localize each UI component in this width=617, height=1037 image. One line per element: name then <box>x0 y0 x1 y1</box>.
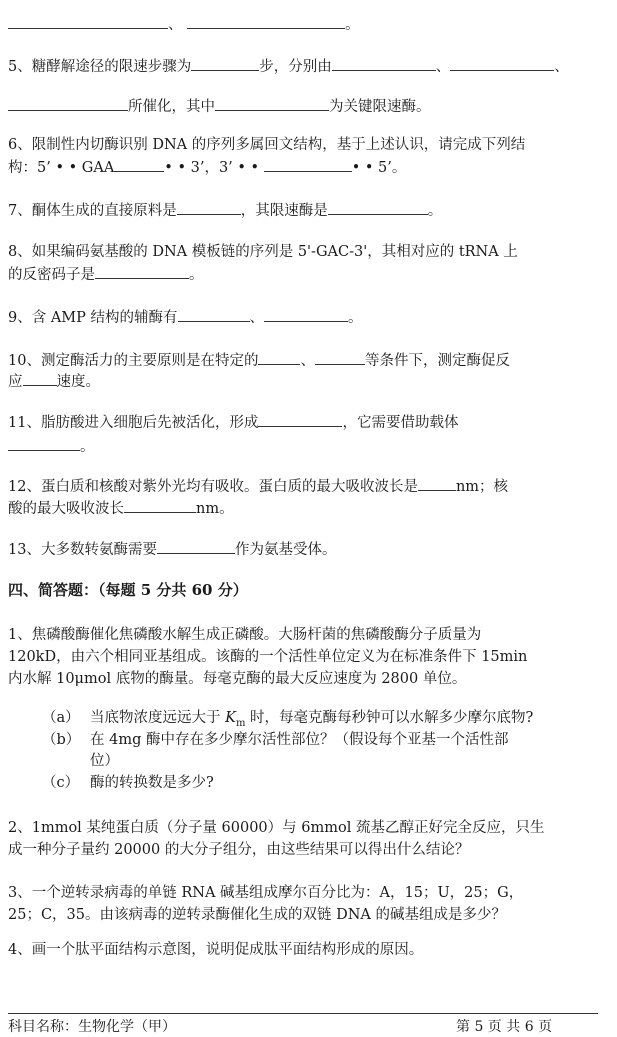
question-6-line2: 构：5’ • • GAA • • 3’，3’ • • • • 5’。 <box>8 157 406 178</box>
footer-divider <box>8 1013 598 1014</box>
question-12-line1: 12、蛋白质和核酸对紫外光均有吸收。蛋白质的最大吸收波长是 nm；核 <box>8 476 508 497</box>
answer-blank[interactable] <box>178 307 250 322</box>
answer-blank[interactable] <box>258 412 342 427</box>
answer-blank[interactable] <box>23 371 57 386</box>
answer-blank[interactable] <box>114 157 164 172</box>
question-11-line2: 。 <box>8 436 95 457</box>
short-answer-3-line2: 25；C，35。由该病毒的逆转录酶催化生成的双链 DNA 的碱基组成是多少？ <box>8 907 506 923</box>
answer-blank[interactable] <box>258 350 300 365</box>
answer-blank[interactable] <box>264 307 348 322</box>
short-answer-2-line2: 成一种分子量约 20000 的大分子组分，由这些结果可以得出什么结论？ <box>8 842 470 858</box>
sub-question-c: （c） 酶的转换数是多少? <box>42 775 214 791</box>
answer-blank[interactable] <box>124 498 196 513</box>
answer-blank[interactable] <box>177 200 241 215</box>
short-answer-1-line2: 120kD，由六个相同亚基组成。该酶的一个活性单位定义为在标准条件下 15min <box>8 649 528 665</box>
short-answer-1-line3: 内水解 10μmol 底物的酶量。每毫克酶的最大反应速度为 2800 单位。 <box>8 671 467 687</box>
question-6-line1: 6、限制性内切酶识别 DNA 的序列多属回文结构，基于上述认识，请完成下列结 <box>8 137 526 153</box>
short-answer-4: 4、画一个肽平面结构示意图，说明促成肽平面结构形成的原因。 <box>8 942 424 958</box>
answer-blank[interactable] <box>187 14 345 29</box>
answer-blank[interactable] <box>418 476 456 491</box>
question-9: 9、含 AMP 结构的辅酶有 、 。 <box>8 307 363 328</box>
footer-page-number: 第 5 页 共 6 页 <box>456 1019 553 1035</box>
sub-question-b: （b） 在 4mg 酶中存在多少摩尔活性部位？（假设每个亚基一个活性部 <box>42 732 509 748</box>
answer-blank[interactable] <box>264 157 352 172</box>
question-12-line2: 酸的最大吸收波长 nm。 <box>8 498 234 519</box>
answer-blank[interactable] <box>315 350 365 365</box>
answer-blank[interactable] <box>191 56 259 71</box>
short-answer-1-line1: 1、焦磷酸酶催化焦磷酸水解生成正磷酸。大肠杆菌的焦磷酸酶分子质量为 <box>8 627 482 643</box>
short-answer-3-line1: 3、一个逆转录病毒的单链 RNA 碱基组成摩尔百分比为：A，15；U，25；G， <box>8 885 524 901</box>
question-10-line1: 10、测定酶活力的主要原则是在特定的 、 等条件下，测定酶促反 <box>8 350 510 371</box>
answer-blank[interactable] <box>8 14 168 29</box>
answer-blank[interactable] <box>450 56 554 71</box>
question-7: 7、酮体生成的直接原料是 ，其限速酶是 。 <box>8 200 442 221</box>
question-8-line2: 的反密码子是 。 <box>8 264 204 285</box>
answer-blank[interactable] <box>215 96 329 111</box>
footer-subject: 科目名称：生物化学（甲） <box>8 1019 176 1035</box>
sub-question-a: （a） 当底物浓度远远大于 $K_m$ 时，每毫克酶每秒钟可以水解多少摩尔底物? <box>42 710 534 729</box>
answer-blank[interactable] <box>95 264 189 279</box>
question-8-line1: 8、如果编码氨基酸的 DNA 模板链的序列是 5'-GAC-3'，其相对应的 tRNA 上 <box>8 244 518 260</box>
section-heading: 四、简答题：（每题 5 分共 60 分） <box>8 581 248 599</box>
answer-blank[interactable] <box>8 96 128 111</box>
answer-blank[interactable] <box>332 56 436 71</box>
answer-blank[interactable] <box>328 200 428 215</box>
question-5-line2: 所催化，其中 为关键限速酶。 <box>8 96 431 117</box>
question-10-line2: 应 速度。 <box>8 371 100 392</box>
sub-question-b-cont: 位） <box>90 753 119 769</box>
q4-tail-line: 、 。 <box>8 14 360 35</box>
question-13: 13、大多数转氨酶需要 作为氨基受体。 <box>8 539 336 560</box>
question-5-line1: 5、糖酵解途径的限速步骤为 步，分别由 、 、 <box>8 56 569 77</box>
short-answer-2-line1: 2、1mmol 某纯蛋白质（分子量 60000）与 6mmol 巯基乙醇正好完全反应，只生 <box>8 820 545 836</box>
question-11-line1: 11、脂肪酸进入细胞后先被活化，形成 ，它需要借助载体 <box>8 412 458 433</box>
answer-blank[interactable] <box>8 436 80 451</box>
answer-blank[interactable] <box>157 539 235 554</box>
